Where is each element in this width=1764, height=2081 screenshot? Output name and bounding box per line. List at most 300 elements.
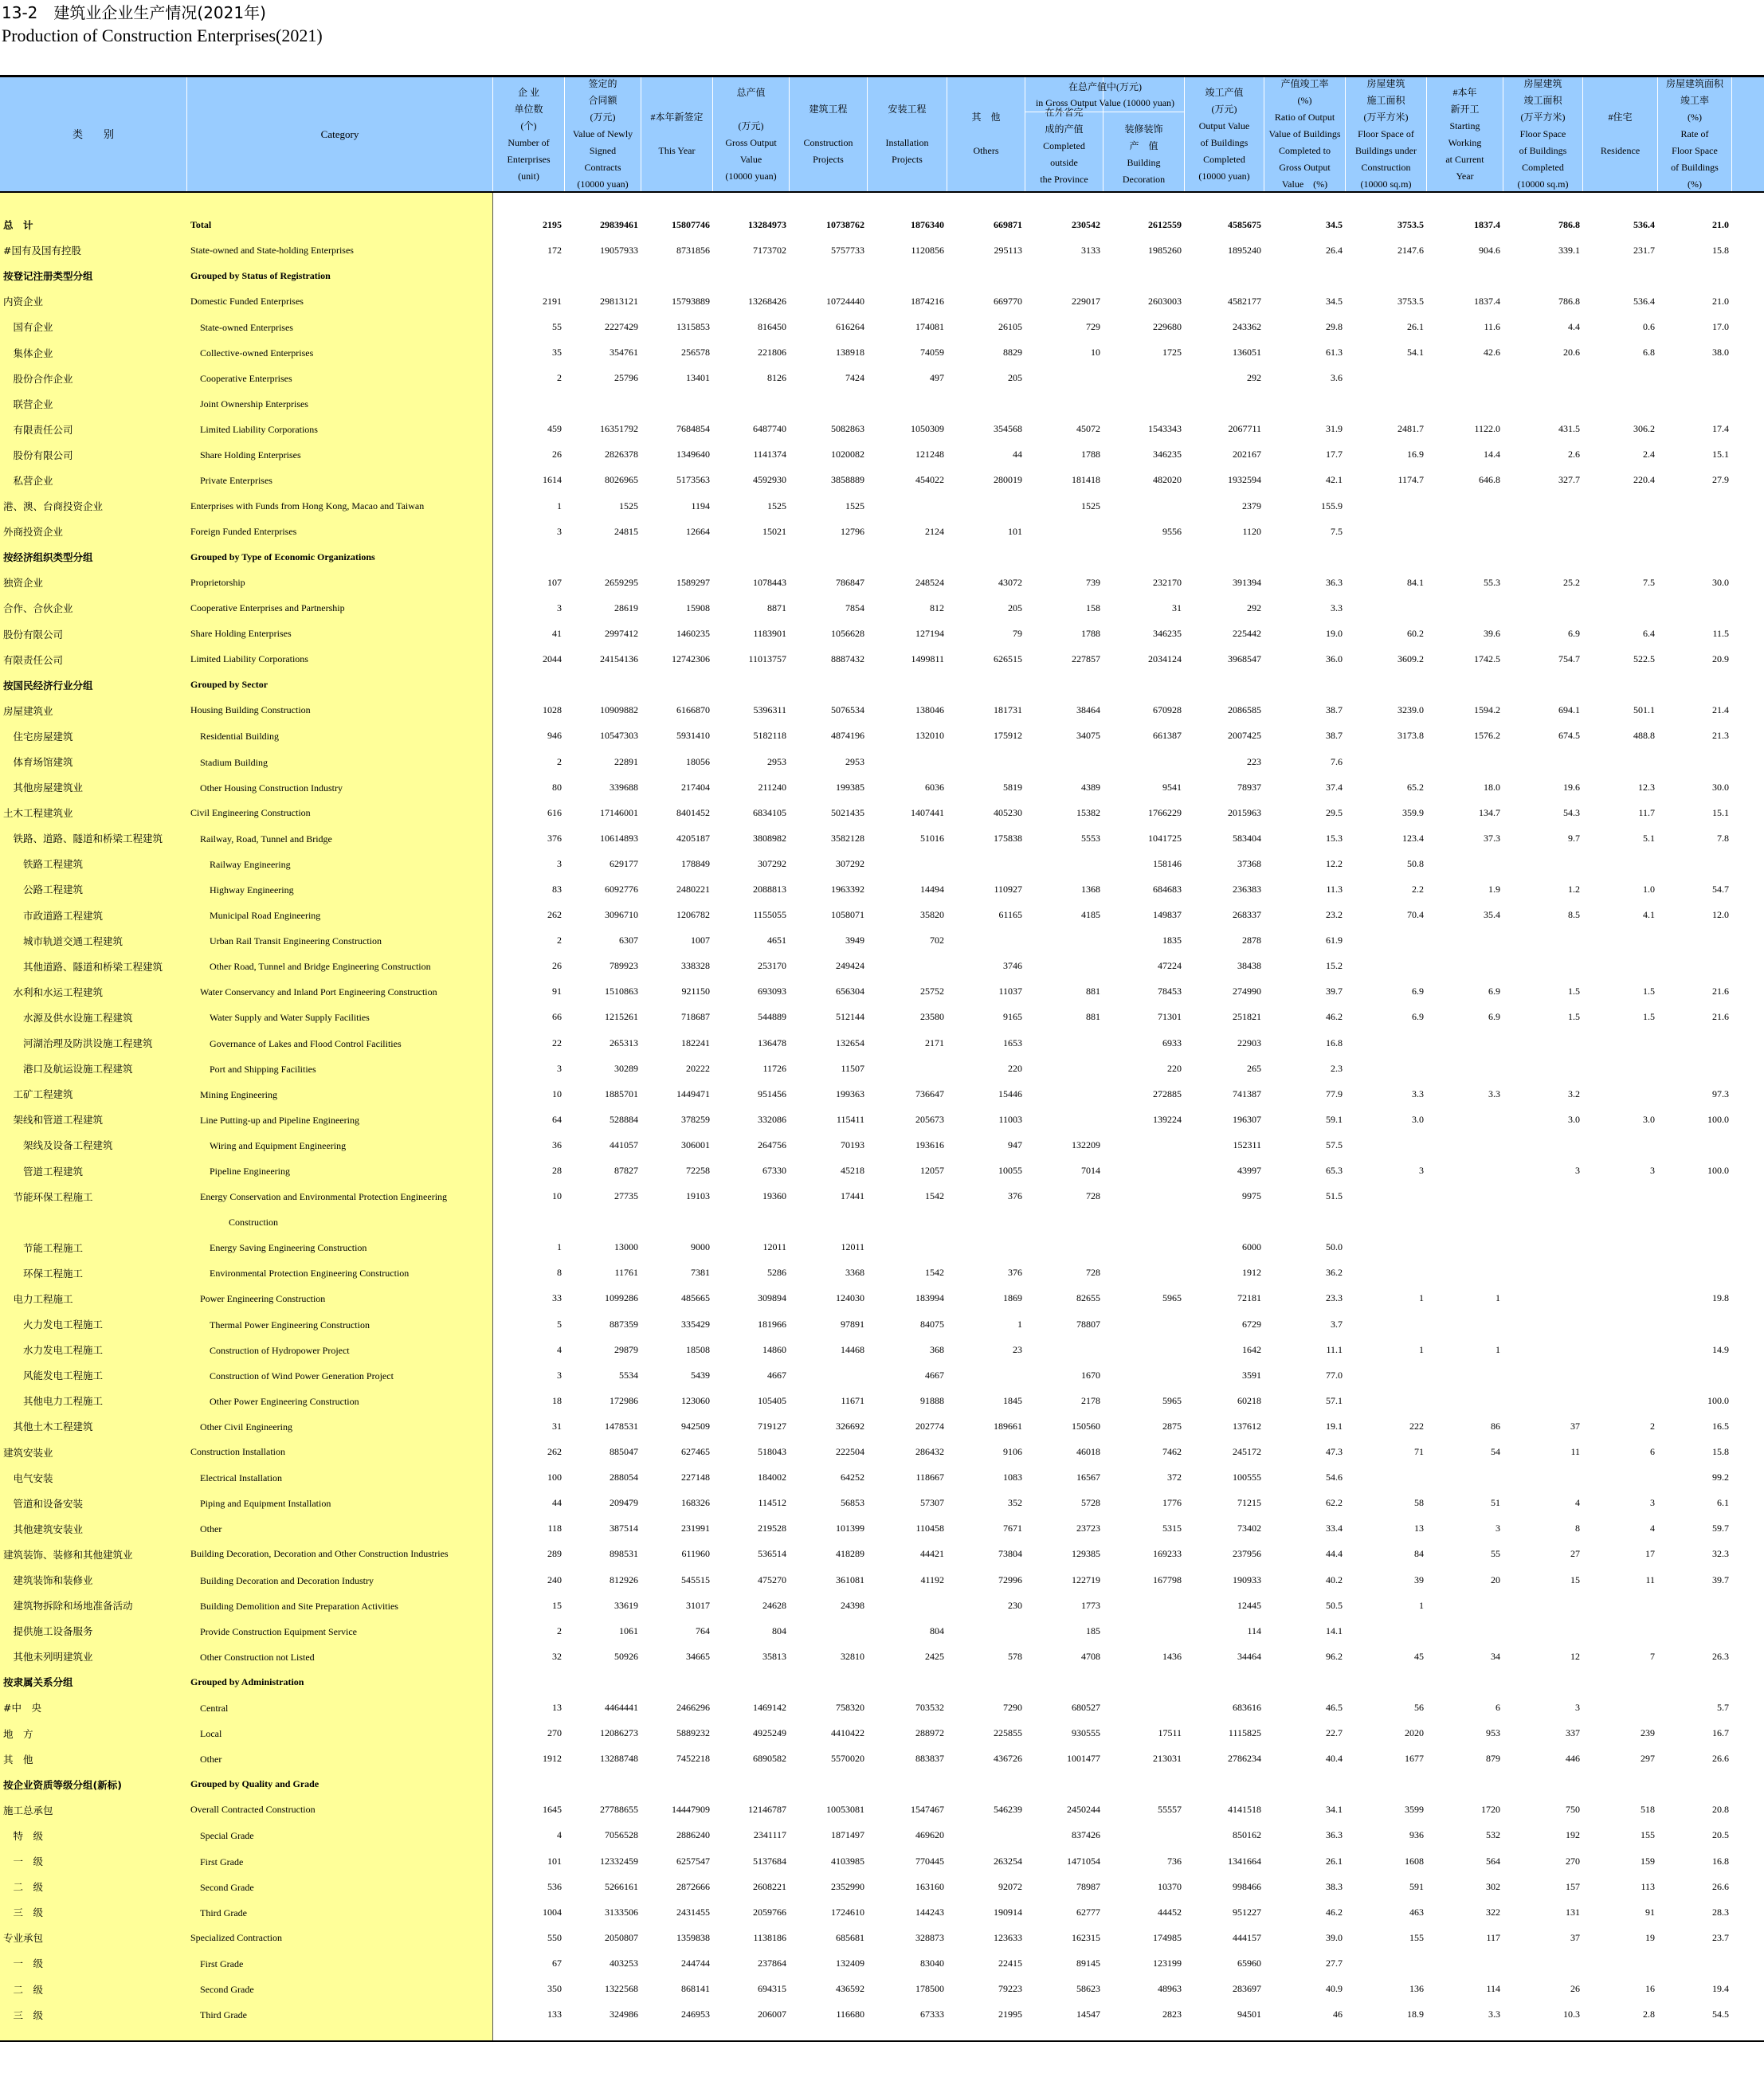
header-line: 房屋建筑 (1366, 78, 1405, 89)
table-cell: 6000 (1242, 1241, 1261, 1253)
header-line (906, 118, 908, 135)
table-cell: 40.4 (1326, 1753, 1343, 1765)
table-cell: 4925249 (753, 1727, 786, 1739)
table-cell: 178849 (681, 857, 710, 869)
table-cell: 11003 (998, 1113, 1022, 1125)
table-cell: 444157 (1233, 1931, 1261, 1943)
table-cell: 45 (1414, 1650, 1424, 1662)
table-cell: 1614 (543, 474, 562, 486)
table-cell: 3753.5 (1397, 218, 1424, 230)
row-label-en: Construction of Hydropower Project (190, 1344, 350, 1356)
table-cell: 391394 (1233, 576, 1261, 588)
table-cell: 1547467 (911, 1804, 944, 1816)
row-label-en: Water Conservancy and Inland Port Engineering Construction (190, 986, 437, 998)
table-cell: 2953 (767, 755, 786, 767)
table-cell: 193616 (915, 1138, 944, 1150)
row-label-cn: 股份合作企业 (3, 372, 73, 385)
table-cell: 418289 (836, 1548, 864, 1560)
table-cell: 5286 (767, 1267, 786, 1279)
header-line: (unit) (518, 170, 539, 182)
table-cell: 3599 (1405, 1804, 1424, 1816)
table-row (0, 1491, 1764, 1516)
table-cell: 74059 (920, 347, 944, 359)
table-cell: 6.1 (1717, 1497, 1729, 1509)
table-cell: 1776 (1162, 1497, 1182, 1509)
table-cell: 5315 (1162, 1523, 1182, 1534)
table-cell: 34.1 (1326, 1804, 1343, 1816)
header-category-cn: 类 别 (0, 77, 187, 191)
table-cell: 1589297 (676, 576, 710, 588)
table-cell: 6933 (1162, 1037, 1182, 1048)
table-cell: 376 (1008, 1190, 1022, 1202)
table-cell: 1720 (1481, 1804, 1500, 1816)
table-cell: 15793889 (672, 295, 710, 307)
table-cell: 3746 (1003, 960, 1022, 972)
header-line: (万平方米) (1363, 112, 1409, 123)
table-cell: 19057933 (600, 244, 638, 256)
table-cell: 24815 (614, 525, 638, 537)
table-row (0, 1746, 1764, 1772)
table-cell: 1.5 (1643, 986, 1655, 997)
row-label-en: Grouped by Quality and Grade (190, 1778, 319, 1790)
row-label-en: Other (190, 1754, 222, 1766)
table-cell: 123633 (994, 1931, 1022, 1943)
table-cell: 436592 (836, 1983, 864, 1995)
table-cell: 240 (547, 1573, 562, 1585)
table-cell: 30.0 (1712, 781, 1729, 793)
table-cell: 361081 (836, 1573, 864, 1585)
table-cell: 1004 (543, 1906, 562, 1918)
table-cell: 4667 (767, 1369, 786, 1381)
table-cell: 3753.5 (1397, 295, 1424, 307)
table-cell: 72996 (998, 1573, 1022, 1585)
table-row (0, 647, 1764, 672)
table-cell: 64 (552, 1113, 562, 1125)
table-cell: 6.9 (1488, 1011, 1500, 1023)
table-cell: 222 (1409, 1420, 1424, 1432)
table-cell: 719127 (758, 1420, 786, 1432)
row-label-en: Stadium Building (190, 756, 269, 768)
table-cell: 12664 (686, 525, 710, 537)
table-cell: 35 (552, 347, 562, 359)
row-label-cn: 房屋建筑业 (3, 704, 53, 717)
table-cell: 280019 (994, 474, 1022, 486)
table-cell: 616264 (836, 320, 864, 332)
table-cell: 804 (930, 1624, 944, 1636)
table-cell: 15 (552, 1599, 562, 1611)
table-row (0, 621, 1764, 647)
table-cell: 115411 (836, 1113, 864, 1125)
table-cell: 1869 (1003, 1292, 1022, 1304)
table-cell: 232170 (1153, 576, 1182, 588)
row-label-en: Electrical Installation (190, 1472, 282, 1484)
table-row (0, 698, 1764, 723)
row-label-cn: 一 级 (3, 1958, 44, 1970)
table-cell: 7.6 (1331, 755, 1343, 767)
table-cell: 50.8 (1407, 857, 1424, 869)
table-cell: 1525 (1081, 500, 1100, 511)
row-label-en: Cooperative Enterprises and Partnership (190, 602, 345, 613)
table-cell: 327.7 (1558, 474, 1580, 486)
table-cell: 14468 (841, 1343, 864, 1355)
table-cell: 44 (1013, 449, 1022, 460)
row-label-cn: 提供施工设备服务 (3, 1625, 93, 1638)
table-cell: 1985260 (1148, 244, 1182, 256)
table-cell: 1874216 (911, 295, 944, 307)
table-cell: 10738762 (826, 218, 864, 230)
table-cell: 51016 (920, 832, 944, 844)
table-cell: 26105 (998, 320, 1022, 332)
table-cell: 5534 (619, 1369, 638, 1381)
table-cell: 1677 (1405, 1753, 1424, 1765)
table-cell: 4.4 (1568, 320, 1580, 332)
table-cell: 728 (1086, 1267, 1100, 1279)
table-cell: 70.4 (1407, 909, 1424, 921)
table-cell: 6.9 (1412, 986, 1424, 997)
table-row (0, 339, 1764, 365)
table-cell: 13401 (686, 372, 710, 384)
table-cell: 202167 (1233, 449, 1261, 460)
table-cell: 4585675 (1228, 218, 1261, 230)
table-cell: 55 (552, 320, 562, 332)
table-row (0, 1567, 1764, 1593)
table-cell: 37 (1570, 1420, 1580, 1432)
table-cell: 5965 (1162, 1394, 1182, 1406)
table-cell: 185 (1086, 1624, 1100, 1636)
table-cell: 3858889 (831, 474, 864, 486)
table-cell: 2.8 (1643, 2008, 1655, 2020)
table-cell: 21.6 (1712, 986, 1729, 997)
table-cell: 14.4 (1484, 449, 1500, 460)
table-cell: 39.7 (1326, 986, 1343, 997)
table-cell: 223 (1247, 755, 1261, 767)
table-cell: 3 (557, 525, 562, 537)
table-cell: 898531 (610, 1548, 638, 1560)
table-cell: 32810 (841, 1650, 864, 1662)
table-cell: 137612 (1233, 1420, 1261, 1432)
table-cell: 1368 (1081, 883, 1100, 895)
table-cell: 205673 (915, 1113, 944, 1125)
table-cell: 114 (1247, 1624, 1261, 1636)
table-cell: 684683 (1153, 883, 1182, 895)
table-cell: 1322568 (605, 1983, 638, 1995)
table-cell: 225442 (1233, 628, 1261, 640)
header-line: Completed (1203, 153, 1245, 165)
row-label-en: Line Putting-up and Pipeline Engineering (190, 1114, 359, 1126)
table-cell: 10055 (998, 1165, 1022, 1177)
row-label-cn: 私营企业 (3, 474, 53, 487)
table-cell: 837426 (1072, 1829, 1100, 1841)
row-label-en: Specialized Contraction (190, 1931, 282, 1943)
table-cell: 72181 (1237, 1292, 1261, 1304)
table-row (0, 1721, 1764, 1746)
row-label-cn: 集体企业 (3, 347, 53, 359)
table-cell: 1436 (1162, 1650, 1182, 1662)
row-label-en: Second Grade (190, 1881, 254, 1893)
table-cell: 2431455 (676, 1906, 710, 1918)
table-cell: 225855 (994, 1727, 1022, 1739)
table-cell: 39.7 (1712, 1573, 1729, 1585)
table-cell: 12086273 (600, 1727, 638, 1739)
table-cell: 8829 (1003, 347, 1022, 359)
table-cell: 378259 (681, 1113, 710, 1125)
row-label-en: Other (190, 1523, 222, 1535)
header-line: Decoration (1122, 174, 1166, 185)
table-cell: 488.8 (1633, 730, 1655, 742)
table-cell: 459 (547, 423, 562, 435)
table-cell: 132409 (836, 1957, 864, 1969)
row-label-en: Power Engineering Construction (190, 1293, 326, 1305)
table-cell: 2.2 (1412, 883, 1424, 895)
table-cell: 1341664 (1228, 1855, 1261, 1867)
table-cell: 118667 (915, 1472, 944, 1483)
table-cell: 28.3 (1712, 1906, 1729, 1918)
table-cell: 4103985 (831, 1855, 864, 1867)
table-cell: 70193 (841, 1138, 864, 1150)
table-cell: 2786234 (1228, 1753, 1261, 1765)
table-cell: 354761 (610, 347, 638, 359)
table-cell: 2178 (1081, 1394, 1100, 1406)
table-cell: 62777 (1076, 1906, 1100, 1918)
table-cell: 8401452 (676, 806, 710, 818)
header-line: 新开工 (1450, 103, 1480, 115)
table-cell: 6166870 (676, 704, 710, 716)
table-cell: 2044 (543, 653, 562, 665)
table-cell: 1895240 (1228, 244, 1261, 256)
table-cell: 1349640 (676, 449, 710, 460)
row-label-cn: 外商投资企业 (3, 526, 64, 539)
table-cell: 121248 (915, 449, 944, 460)
table-cell: 5570020 (831, 1753, 864, 1765)
table-row (0, 391, 1764, 417)
header-line: of Buildings (1519, 145, 1567, 156)
table-cell: 5182118 (753, 730, 786, 742)
table-cell: 28 (552, 1165, 562, 1177)
table-cell: 3 (557, 1062, 562, 1074)
table-cell: 536.4 (1633, 218, 1655, 230)
table-cell: 219528 (758, 1523, 786, 1534)
table-cell: 5819 (1003, 781, 1022, 793)
table-cell: 57307 (920, 1497, 944, 1509)
table-cell: 475270 (758, 1573, 786, 1585)
table-cell: 16.9 (1407, 449, 1424, 460)
table-cell: 1183901 (753, 628, 786, 640)
table-cell: 29.8 (1326, 320, 1343, 332)
table-cell: 3.3 (1488, 2008, 1500, 2020)
table-cell: 2878 (1242, 935, 1261, 946)
header-line: Year (1456, 170, 1474, 182)
table-cell: 20.6 (1563, 347, 1580, 359)
table-cell: 107 (547, 576, 562, 588)
table-cell: 1725 (1162, 347, 1182, 359)
table-cell: 850162 (1233, 1829, 1261, 1841)
table-cell: 78453 (1158, 986, 1182, 997)
row-label-cn: 港口及航运设施工程建筑 (3, 1063, 133, 1076)
table-cell: 998466 (1233, 1880, 1261, 1892)
table-cell: 1525 (767, 500, 786, 511)
table-cell: 1510863 (605, 986, 638, 997)
table-cell: 7173702 (753, 244, 786, 256)
row-label-cn: 其他道路、隧道和桥梁工程建筑 (3, 960, 163, 973)
table-row (0, 979, 1764, 1005)
column-header (713, 77, 790, 191)
table-cell: 405230 (994, 806, 1022, 818)
table-cell: 29.5 (1326, 806, 1343, 818)
table-cell: 5.1 (1643, 832, 1655, 844)
table-cell: 190914 (994, 1906, 1022, 1918)
table-cell: 4 (1650, 1523, 1655, 1534)
table-cell: 1206782 (676, 909, 710, 921)
table-cell: 182241 (681, 1037, 710, 1048)
header-line: 房屋建筑面积 (1665, 78, 1723, 89)
table-cell: 26.3 (1712, 1650, 1729, 1662)
table-cell: 288054 (610, 1472, 638, 1483)
table-cell: 8731856 (676, 244, 710, 256)
table-cell: 29839461 (600, 218, 638, 230)
table-cell: 274990 (1233, 986, 1261, 997)
table-cell: 2015963 (1228, 806, 1261, 818)
table-cell: 10724440 (826, 295, 864, 307)
table-cell: 11761 (614, 1267, 638, 1279)
table-cell: 227857 (1072, 653, 1100, 665)
table-cell: 45218 (841, 1165, 864, 1177)
table-cell: 251821 (1233, 1011, 1261, 1023)
table-cell: 51.5 (1326, 1190, 1343, 1202)
header-line: 建筑工程 (809, 103, 848, 115)
header-category-en: Category (187, 77, 493, 191)
table-cell: 6.9 (1488, 986, 1500, 997)
table-cell: 5757733 (831, 244, 864, 256)
table-cell: 611960 (681, 1548, 710, 1560)
table-cell: 23.2 (1326, 909, 1343, 921)
table-cell: 7462 (1162, 1446, 1182, 1458)
table-cell: 14.1 (1326, 1624, 1343, 1636)
table-cell: 38438 (1237, 960, 1261, 972)
table-cell: 7.5 (1643, 576, 1655, 588)
table-cell: 230542 (1072, 218, 1100, 230)
table-cell: 1001477 (1067, 1753, 1100, 1765)
table-cell: 2481.7 (1397, 423, 1424, 435)
row-label-cn: 电气安装 (3, 1472, 53, 1484)
table-row (0, 288, 1764, 314)
table-cell: 3133506 (605, 1906, 638, 1918)
table-row (0, 1848, 1764, 1874)
table-cell: 703532 (915, 1701, 944, 1713)
table-cell: 22891 (614, 755, 638, 767)
column-header (1503, 77, 1583, 191)
row-label-en: Mining Engineering (190, 1088, 277, 1100)
group-header-line: in Gross Output Value (10000 yuan) (1035, 96, 1175, 108)
table-cell: 3609.2 (1397, 653, 1424, 665)
table-cell: 9106 (1003, 1446, 1022, 1458)
table-cell: 272885 (1153, 1088, 1182, 1099)
table-cell: 270 (1566, 1855, 1580, 1867)
table-cell: 13284973 (748, 218, 786, 230)
table-cell: 646.8 (1479, 474, 1500, 486)
table-cell: 10053081 (826, 1804, 864, 1816)
header-line: of Buildings (1671, 162, 1719, 173)
table-cell: 78987 (1076, 1880, 1100, 1892)
table-cell: 1594.2 (1474, 704, 1500, 716)
table-cell: 17.0 (1712, 320, 1729, 332)
row-label-cn: 水源及供水设施工程建筑 (3, 1011, 133, 1024)
table-cell: 306001 (681, 1138, 710, 1150)
table-cell: 83040 (920, 1957, 944, 1969)
table-cell: 31 (1172, 602, 1182, 613)
group-header-gross-output (1025, 77, 1185, 112)
table-cell: 30289 (614, 1062, 638, 1074)
table-cell: 101 (547, 1855, 562, 1867)
table-cell: 3 (1650, 1497, 1655, 1509)
table-cell: 38.0 (1712, 347, 1729, 359)
table-cell: 15807746 (672, 218, 710, 230)
table-cell: 8 (1575, 1523, 1580, 1534)
table-cell: 55.3 (1484, 576, 1500, 588)
row-label-en: Energy Saving Engineering Construction (190, 1242, 367, 1254)
table-cell: 3582128 (831, 832, 864, 844)
table-cell: 114512 (758, 1497, 786, 1509)
table-cell: 181731 (994, 704, 1022, 716)
table-cell: 1871497 (831, 1829, 864, 1841)
table-cell: 1 (1495, 1292, 1500, 1304)
row-label-cn: 架线及设备工程建筑 (3, 1139, 113, 1152)
table-cell: 674.5 (1558, 730, 1580, 742)
table-cell: 728 (1086, 1190, 1100, 1202)
header-line: 产值竣工率 (1280, 78, 1329, 89)
table-row (0, 723, 1764, 749)
table-cell: 50.5 (1326, 1599, 1343, 1611)
table-cell: 3 (557, 602, 562, 613)
header-line: Floor Space (1519, 128, 1566, 139)
row-label-en: Thermal Power Engineering Construction (190, 1319, 370, 1331)
table-cell: 1 (557, 1241, 562, 1253)
table-cell: 84 (1414, 1548, 1424, 1560)
table-cell: 544889 (758, 1011, 786, 1023)
table-cell: 7014 (1081, 1165, 1100, 1177)
table-cell: 15908 (686, 602, 710, 613)
table-cell: 159 (1641, 1855, 1655, 1867)
table-cell: 1.9 (1488, 883, 1500, 895)
row-label-en: Overall Contracted Construction (190, 1804, 316, 1816)
header-line: Number of (508, 136, 550, 148)
table-cell: 11013757 (748, 653, 786, 665)
table-cell: 3 (1575, 1165, 1580, 1177)
table-cell: 1.5 (1643, 1011, 1655, 1023)
row-label-en: Third Grade (190, 2009, 247, 2021)
table-cell: 482020 (1153, 474, 1182, 486)
table-rows (0, 193, 1764, 2042)
table-cell: 1788 (1081, 449, 1100, 460)
table-cell: 1120 (1242, 525, 1261, 537)
table-cell: 116680 (836, 2008, 864, 2020)
table-cell: 518 (1641, 1804, 1655, 1816)
table-cell: 1099286 (605, 1292, 638, 1304)
table-cell: 32 (552, 1650, 562, 1662)
table-cell: 124030 (836, 1292, 864, 1304)
column-header (1346, 77, 1427, 191)
row-label-cn: 城市轨道交通工程建筑 (3, 935, 123, 947)
header-line: (个) (520, 120, 537, 131)
table-cell: 6.9 (1412, 1011, 1424, 1023)
table-cell: 21.4 (1712, 704, 1729, 716)
table-cell: 48963 (1158, 1983, 1182, 1995)
row-label-cn: 总 计 (3, 219, 33, 232)
row-label-en: Grouped by Administration (190, 1675, 304, 1687)
header-line: Completed to (1279, 145, 1331, 156)
table-cell: 15.1 (1712, 449, 1729, 460)
table-cell: 17146001 (600, 806, 638, 818)
table-cell: 211240 (758, 781, 786, 793)
